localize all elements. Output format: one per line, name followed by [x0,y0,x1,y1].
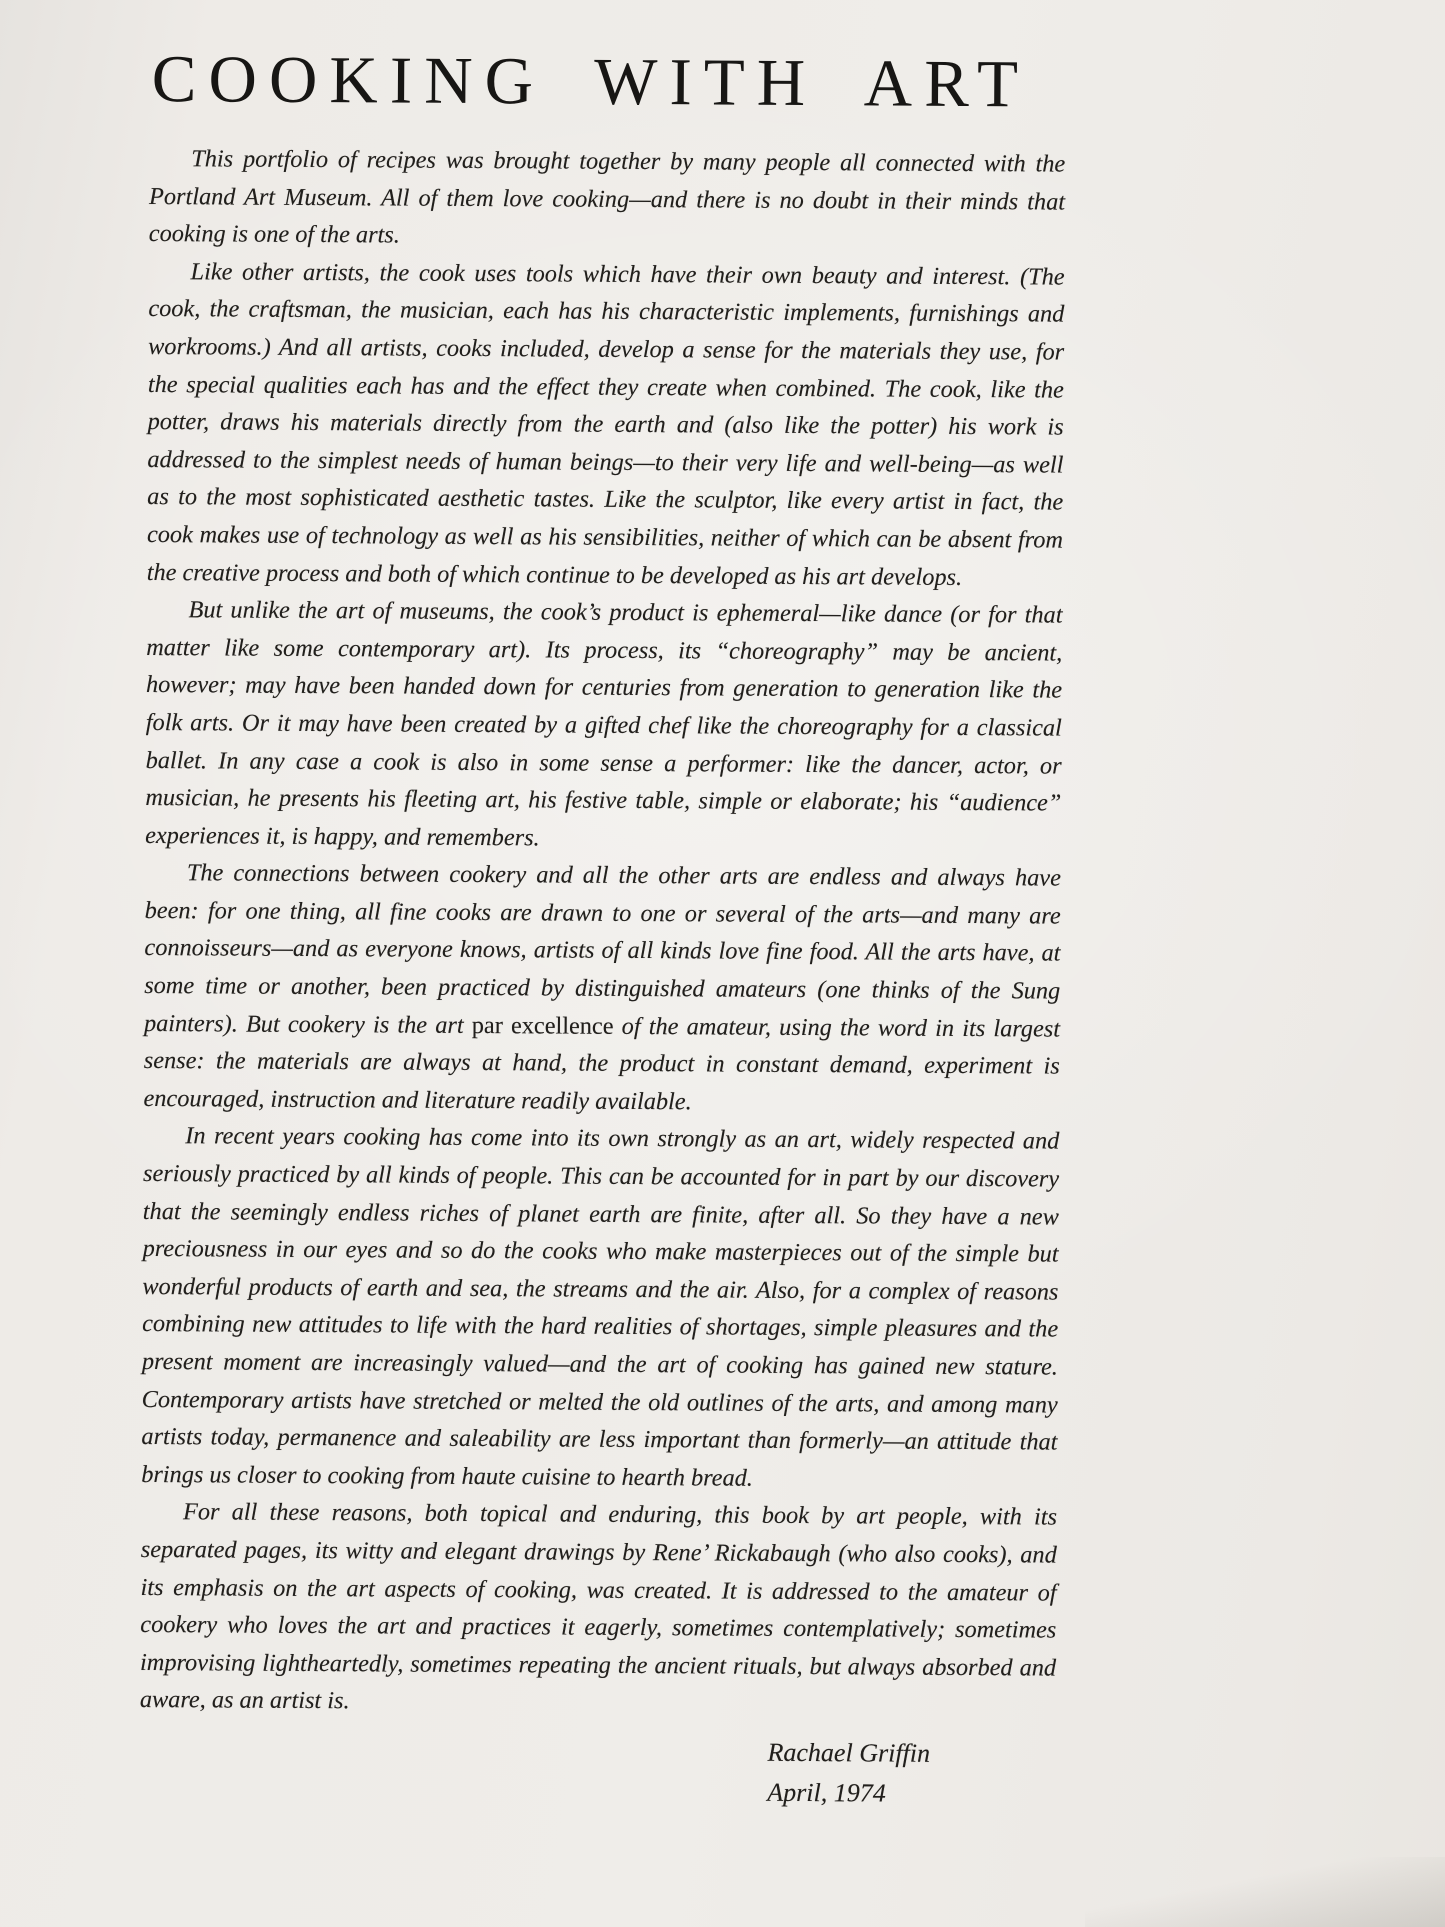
text-run: Like other artists, the cook uses tools which have their own beauty and interest. (The cook, the craftsman, the musician, each has his characteristic implements, furnishings and workrooms.) And all artists, cooks included, develop a sense for the materials they use, for the special qualities each has and the effect they create when combined. The cook, like the potter, draws his materials directly from the earth and (also like the potter) his work is addressed to the simplest needs of human beings—to their very life and well-being—as well as to the most sophisticated aesthetic tastes. Like the sculptor, like every artist in fact, the cook makes use of technology as well as his sensibilities, neither of which can be absent from the creative process and both of which continue to be developed as his art develops. [146,258,1065,591]
text-run: For all these reasons, both topical and enduring, this book by art people, with its separated pages, its witty and elegant drawings by Rene’ Rickabaugh (who also cooks), and its emphasis on the art aspects of cooking, was created. It is addressed to the amateur of cookery who loves the art and practices it eagerly, sometimes contemplatively; sometimes improvising lightheartedly, sometimes repeating the ancient rituals, but always absorbed and aware, as an artist is. [139,1498,1058,1715]
text-run: This portfolio of recipes was brought together by many people all connected with the Portland Art Museum. All of them love cooking—and there is no doubt in their minds that cooking is one of the arts. [148,145,1066,249]
text-run: In recent years cooking has come into its own strongly as an art, widely respected and seriously practiced by all kinds of people. This can be accounted for in part by our discovery that the seemingly endless riches of planet earth are finite, after all. So they have a new preciousness in our eyes and so do the cooks who make masterpieces out of the simple but wonderful products of earth and sea, the streams and the air. Also, for a complex of reasons combining new attitudes to life with the hard realities of shortages, simple pleasures and the present moment are increasingly valued—and the art of cooking has gained new stature. Contemporary artists have stretched or melted the old outlines of the arts, and among many artists today, permanence and saleability are less important than formerly—an attitude that brings us closer to cooking from haute cuisine to hearth bread. [141,1122,1060,1492]
signature-date: April, 1974 [767,1777,886,1808]
text-run: The connections between cookery and all the other arts are endless and always have been: for one thing, all fine cooks are drawn to one or several of the arts—and many are connoisseurs—and as everyone knows, artists of all kinds love fine food. All the arts have, at some time or another, been practiced by distinguished amateurs (one thinks of the Sung painters). But cookery is the art [143,859,1061,1039]
body-text [140,140,1066,1725]
signature-name: Rachael Griffin [767,1737,931,1768]
paragraph [149,140,1066,258]
signature-block [767,1733,1055,1815]
paragraph [145,591,1063,860]
page-title: COOKING WITH ART [151,42,1031,122]
page-content [139,42,1066,1815]
text-run: But unlike the art of museums, the cook’s product is ephemeral—like dance (or for that matter like some contemporary art). Its process, its “choreography” may be ancient, however; may have been handed down for centuries from generation to generation like the folk arts. Or it may have been created by a gifted chef like the choreography for a classical ballet. In any case a cook is also in some sense a performer: like the dancer, actor, or musician, he presents his fleeting art, his festive table, simple or elaborate; his “audience” experiences it, is happy, and remembers. [145,596,1063,852]
paragraph [141,1117,1059,1499]
paragraph [140,1493,1057,1724]
paragraph [143,854,1061,1123]
text-run: par excellence [471,1011,614,1040]
text-run: of the amateur, using the word in its largest sense: the materials are always at hand, the product in constant demand, experiment is encouraged, instruction and literature readily available. [143,1012,1061,1116]
paragraph [147,253,1065,597]
